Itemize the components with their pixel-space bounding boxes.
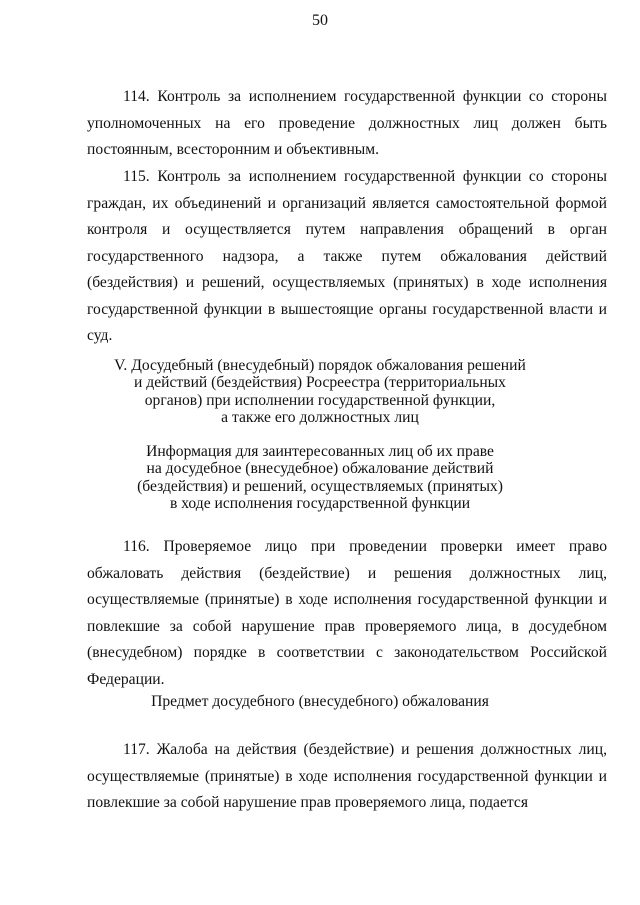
paragraph-116 (87, 534, 607, 693)
section-heading (0, 357, 640, 426)
section-heading-line: органов) при исполнении государственной функции, (144, 391, 496, 409)
section-heading-line: а также его должностных лиц (221, 408, 419, 426)
paragraph-115 (87, 164, 607, 350)
page-number: 50 (312, 12, 328, 29)
paragraph-116-text: 116. Проверяемое лицо при проведении проверки имеет право обжаловать действия (бездействие) и решения должностных лиц, осуществляемые (принятые) в ходе исполнения государственной функции и повлекшие за собой нарушение прав проверяемого лица, в досудебном (внесудебном) порядке в соответствии с законодательством Российской Федерации. (87, 538, 607, 688)
paragraph-117-text: 117. Жалоба на действия (бездействие) и решения должностных лиц, осуществляемые (принятые) в ходе исполнения государственной функции и повлекшие за собой нарушение прав проверяемого лица, подается (87, 741, 607, 811)
section-heading-line: V. Досудебный (внесудебный) порядок обжалования решений (114, 357, 526, 374)
section-heading-line: и действий (бездействия) Росреестра (территориальных (134, 374, 506, 392)
paragraph-114 (87, 84, 607, 164)
info-heading-line: в ходе исполнения государственной функции (169, 494, 471, 512)
info-heading (0, 443, 640, 512)
paragraph-114-text: 114. Контроль за исполнением государственной функции со стороны уполномоченных на его проведение должностных лиц должен быть постоянным, всесторонним и объективным. (87, 88, 607, 158)
info-heading-line: (бездействия) и решений, осуществляемых (принятых) (137, 477, 503, 495)
info-heading-line: на досудебное (внесудебное) обжалование действий (146, 460, 494, 478)
paragraph-115-text: 115. Контроль за исполнением государственной функции со стороны граждан, их объединений и организаций является самостоятельной формой контроля и осуществляется путем направления обращений в орган государственного надзора, а также путем обжалования действий (бездействия) и решений, осуществляемых (принятых) в ходе исполнения государственной функции в вышестоящие органы государственной власти и суд. (87, 168, 607, 344)
subject-heading-line: Предмет досудебного (внесудебного) обжалования (151, 693, 489, 710)
paragraph-117 (87, 737, 607, 817)
subject-heading (0, 693, 640, 710)
info-heading-line: Информация для заинтересованных лиц об их праве (146, 443, 494, 460)
